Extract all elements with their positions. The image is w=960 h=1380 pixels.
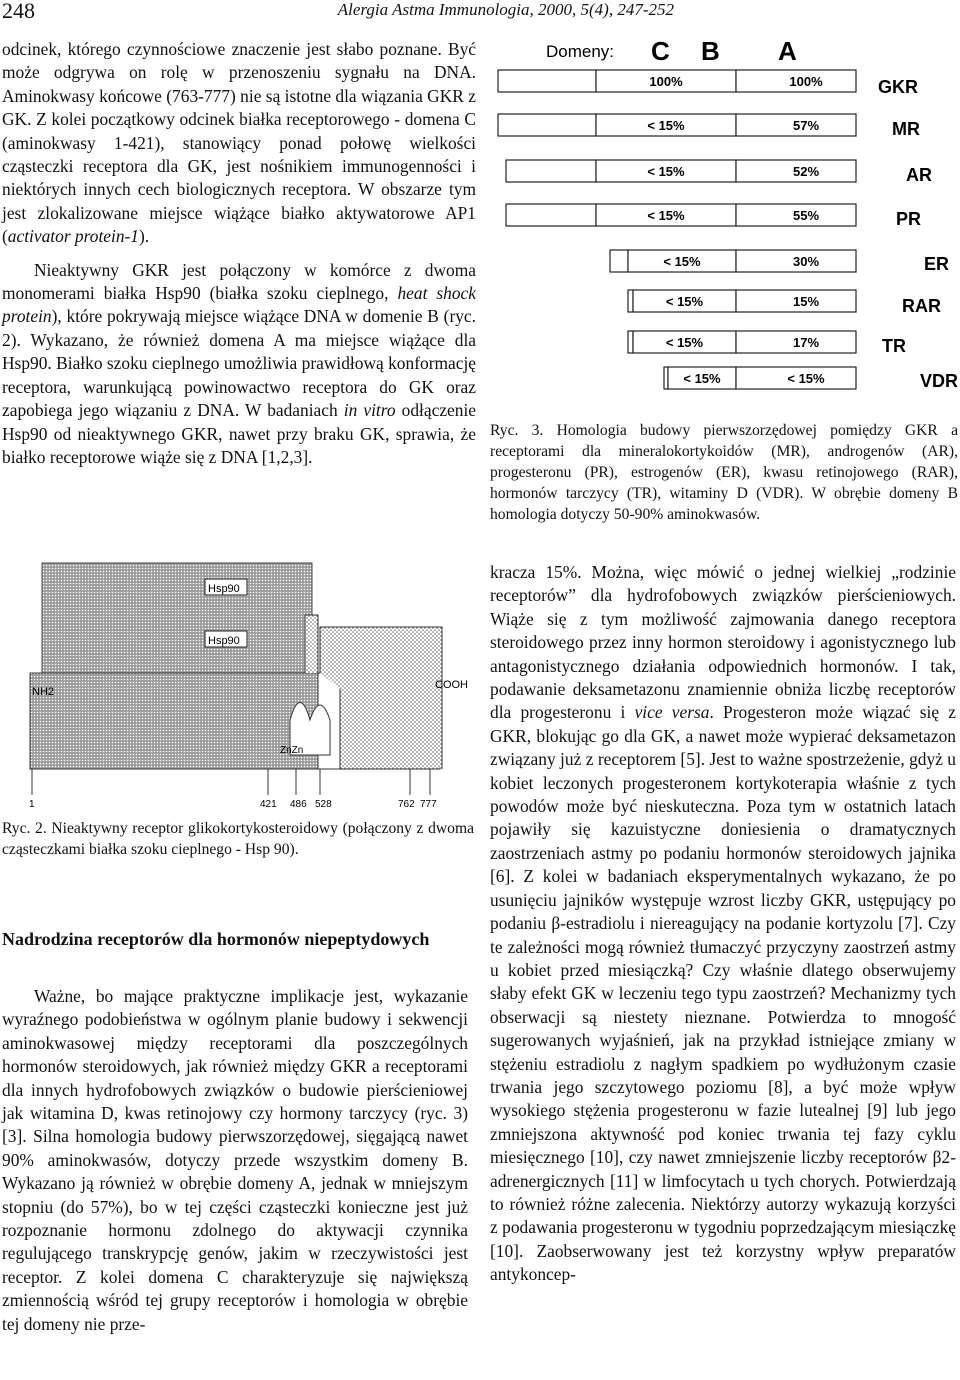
pos-762: 762 (398, 799, 415, 810)
domain-a-value: 15% (792, 294, 820, 309)
receptor-row-er (610, 250, 949, 274)
right-column-bottom (490, 561, 956, 1297)
domain-a-value: < 15% (787, 371, 825, 386)
receptor-row-ar (506, 160, 932, 185)
domain-b-value: < 15% (665, 335, 704, 350)
domain-c-bar (610, 250, 628, 272)
page-number: 248 (2, 0, 35, 23)
domain-letter-b: B (701, 36, 720, 66)
receptor-row-gkr (498, 70, 918, 97)
receptor-row-mr (498, 114, 920, 139)
domain-c-bar (628, 290, 633, 312)
receptor-name: ER (924, 254, 950, 274)
receptor-row-vdr (664, 367, 958, 391)
paragraph-2: Nieaktywny GKR jest połączony w komórce z dwoma monomerami białka Hsp90 (białka szoku cieplnego, heat shock protein), które pokrywają miejsce wiążące DNA w domenie B (ryc. 2). Wykazano, że również domena A ma miejsce wiążące dla Hsp90. Białko szoku cieplnego umożliwia prawidłową konformację receptora, warunkującą powinowactwo receptora do GK oraz zapobiega jego wiązaniu z DNA. W badaniach in vitro odłączenie Hsp90 od nieaktywnego GKR, nawet przy braku GK, sprawia, że białko receptorowe wiąże się z DNA [1,2,3]. (2, 259, 476, 467)
znzn-label: ZnZn (280, 745, 304, 756)
pos-528: 528 (315, 799, 332, 810)
domain-a-value: 57% (792, 118, 820, 133)
pos-486: 486 (290, 799, 307, 810)
right-paragraph: kracza 15%. Można, więc mówić o jednej wielkiej „rodzinie receptorów” dla hydrofobowych związków pierścieniowych. Wiąże się z tym możliwość zajmowania danego receptora steroidowego przez inny hormon steroidowy i agonistycznego lub antagonistycznego działania odpowiednich hormonów. I tak, podawanie deksametazonu znamiennie obniża liczbę receptorów dla progesteronu i vice versa. Progesteron może wiązać się z GKR, blokując go dla GK, a nawet może wypierać deksametazon związany już z receptorem [5]. Jest to ważne spostrzeżenie, gdyż u kobiet leczonych progesteronem kortykoterapia właśnie z tych powodów może być nieskuteczna. Poza tym w ostatnich latach pojawiły się kazuistyczne doniesienia o dramatycznych zaostrzeniach astmy po podaniu hormonów steroidowych jajnika [6]. Z kolei w badaniach eksperymentalnych wykazano, że po usunięciu jajników występuje wzrost liczby GKR, ustępujący po podaniu β-estradiolu i niereagujący na podanie kortyzolu [7]. Czy te zależności mogą również tłumaczyć przyczyny zaostrzeń astmy u kobiet przed miesiączką? Czy właśnie dlatego obserwujemy słaby efekt GK w leczeniu tego typu zaostrzeń? Mechanizmy tych obserwacji są niestety nieznane. Potwierdza to mnogość sugerowanych wyjaśnień, jak na przykład istniejące zmiany w stężeniu estradiolu z nagłym spadkiem po wydłużonym czasie trwania jego szczytowego poziomu [8], a być może wpływ wysokiego stężenia progesteronu w fazie lutealnej [9] lub jego zmniejszona aktywność pod koniec trwania tej fazy cyklu miesięcznego [10], czy nawet zmniejszenie liczby receptorów β2-adrenergicznych [11] w limfocytach u tych chorych. Potwierdzają to również różne zalecenia. Niektórzy autorzy wykazują korzyści z podawania progesteronu w tygodniu poprzedzającym miesiączkę [10]. Zaobserwowany jest też korzystny wpływ preparatów antykoncep- (490, 562, 956, 1285)
figure-3-caption: Ryc. 3. Homologia budowy pierwszorzędowej pomiędzy GKR a receptorami dla mineralokortykoidów (MR), androgenów (AR), progesteronu (PR), estrogenów (ER), kwasu retinojowego (RAR), hormonów tarczycy (TR), witaminy D (VDR). W obrębie domeny B homologia dotyczy 50-90% aminokwasów. (490, 422, 958, 523)
domain-b-value: < 15% (663, 254, 701, 269)
domain-c-bar (498, 70, 596, 92)
hsp-linker (305, 615, 318, 673)
pos-421: 421 (260, 799, 277, 810)
pos-777: 777 (420, 799, 437, 810)
domain-b-value: < 15% (647, 118, 685, 133)
domain-b-value: < 15% (647, 164, 685, 179)
cooh-label: COOH (435, 679, 468, 691)
pos-1: 1 (29, 799, 35, 810)
domain-a-value: 17% (792, 335, 820, 350)
domain-b-value: < 15% (683, 371, 721, 386)
domain-letter-c: C (651, 36, 670, 66)
receptor-name: RAR (902, 296, 941, 316)
domain-a-value: 52% (792, 164, 820, 179)
domains-label: Domeny: (546, 42, 615, 61)
domain-a-value: 30% (792, 254, 820, 269)
receptor-name: VDR (920, 371, 959, 391)
domain-c-bar (628, 331, 633, 353)
receptor-name: TR (882, 336, 906, 356)
hsp90-label-2: Hsp90 (208, 635, 240, 647)
paragraph-1: odcinek, którego czynnościowe znaczenie jest słabo poznane. Być może odgrywa on rolę w przenoszeniu sygnału na DNA. Aminokwasy końcowe (763-777) nie są istotne dla wiązania GKR z GK. Z kolei początkowy odcinek białka receptorowego - domena C (aminokwasy 1-421), stanowiący ponad połowę wielkości cząsteczki receptora dla GK, jest nośnikiem immunogenności i niektórych innych cech biologicznych receptora. W obszarze tym jest zlokalizowane miejsce wiążące białko aktywatorowe AP1 (activator protein-1). (2, 39, 476, 247)
domain-b-value: < 15% (665, 294, 704, 309)
journal-header: Alergia Astma Immunologia, 2000, 5(4), 247-252 (337, 0, 674, 19)
receptor-name: GKR (878, 77, 918, 97)
receptor-row-pr (506, 204, 921, 229)
domain-b-value: < 15% (647, 208, 685, 223)
receptor-name: PR (896, 209, 922, 229)
hsp90-block (42, 563, 312, 673)
section-heading: Nadrodzina receptorów dla hormonów niepeptydowych (2, 929, 430, 949)
left-column-top (2, 38, 476, 479)
domain-a-value: 100% (789, 74, 823, 89)
domain-c-region (30, 673, 318, 769)
receptor-row-rar (628, 290, 941, 316)
homology-diagram (488, 30, 960, 405)
section-paragraph: Ważne, bo mające praktyczne implikacje jest, wykazanie wyraźnego podobieństwa w ogólnym planie budowy i sekwencji aminokwasowej między receptorami dla poszczególnych hormonów steroidowych, jak również między GKR a receptorami dla innych hydrofobowych związków o budowie pierścieniowej jak witamina D, kwas retinojowy czy hormony tarczycy (ryc. 3) [3]. Silna homologia budowy pierwszorzędowej, sięgającą nawet 90% aminokwasów, dotyczy przede wszystkim domeny B. Wykazano ją również w obrębie domeny A, jednak w mniejszym stopniu (do 57%), bo w tej części cząsteczki konieczne jest już rozpoznanie hormonu zdolnego do aktywacji czynnika regulującego transkrypcję genów, jakim w rzeczywistości jest receptor. Z kolei domena C charakteryzuje się największą zmiennością wśród tej grupy receptorów i homologia w obrębie tej domeny nie prze- (2, 986, 468, 1334)
receptor-name: MR (892, 119, 920, 139)
domain-letter-a: A (778, 36, 797, 66)
domain-c-bar (498, 114, 596, 136)
hsp90-label-1: Hsp90 (208, 583, 240, 595)
left-column-bottom (2, 985, 468, 1346)
domain-c-bar (506, 160, 596, 182)
domain-a-value: 55% (792, 208, 820, 223)
nh2-label: NH2 (32, 686, 55, 698)
receptor-name: AR (906, 165, 932, 185)
domain-b-value: 100% (649, 74, 683, 89)
figure-2-caption: Ryc. 2. Nieaktywny receptor glikokortykosteroidowy (połączony z dwoma cząsteczkami białka szoku cieplnego - Hsp 90). (2, 820, 474, 858)
receptor-schematic (0, 555, 480, 815)
receptor-row-tr (628, 331, 906, 356)
domain-c-bar (506, 204, 596, 226)
